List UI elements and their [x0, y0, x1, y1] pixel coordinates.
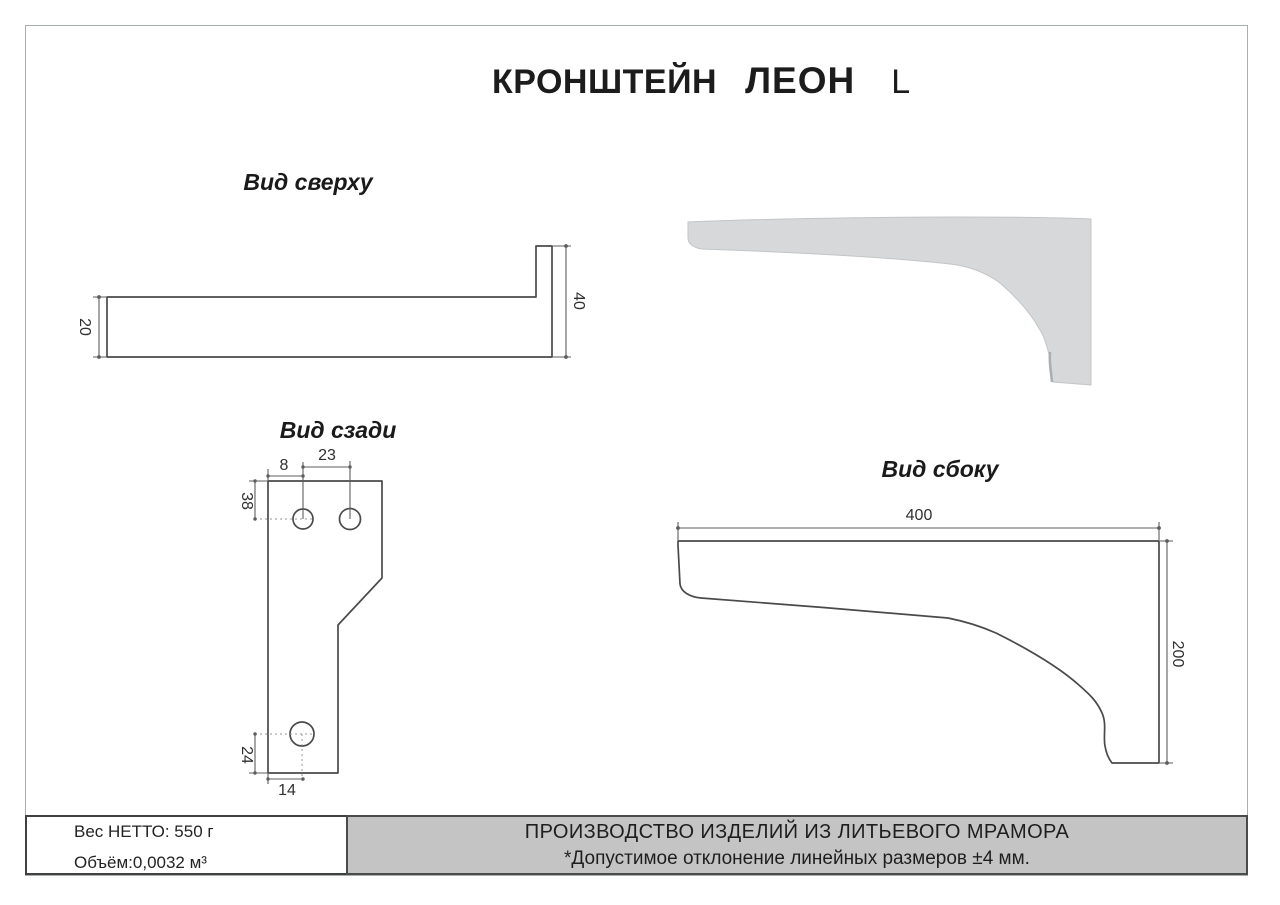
dim-label-20: 20 [76, 318, 93, 336]
production-title: ПРОИЗВОДСТВО ИЗДЕЛИЙ ИЗ ЛИТЬЕВОГО МРАМОРА [524, 821, 1070, 843]
dim-label-14: 14 [278, 782, 296, 799]
side-view-outline [678, 541, 1159, 763]
back-view-title: Вид сзади [279, 417, 397, 443]
side-view-title: Вид сбоку [881, 456, 999, 482]
dim-label-24: 24 [238, 746, 255, 764]
product-name: КРОНШТЕЙН [492, 63, 718, 101]
dimension-arrow-dots [97, 244, 1169, 781]
dim-label-400: 400 [905, 507, 933, 524]
spec-box [25, 815, 348, 875]
bracket-render-silhouette [688, 217, 1091, 385]
dim-label-40: 40 [570, 292, 587, 310]
net-weight-text: Вес НЕТТО: 550 г [74, 822, 214, 841]
dim-lines-top-20 [93, 297, 107, 357]
tolerance-note: *Допустимое отклонение линейных размеров ±4 мм. [564, 848, 1030, 869]
dim-label-8: 8 [279, 457, 289, 474]
bracket-render-image [688, 217, 1091, 385]
size-variant: L [891, 63, 911, 101]
dim-label-200: 200 [1169, 640, 1186, 668]
dim-label-38: 38 [238, 492, 255, 510]
volume-text: Объём:0,0032 м³ [74, 853, 207, 872]
dim-lines-back-24-14 [249, 734, 303, 784]
dim-label-23: 23 [318, 447, 336, 464]
top-view-outline [107, 246, 552, 357]
production-banner [346, 815, 1248, 875]
top-view-title: Вид сверху [243, 169, 373, 195]
model-name: ЛЕОН [745, 60, 856, 101]
back-view-outline [268, 481, 382, 773]
